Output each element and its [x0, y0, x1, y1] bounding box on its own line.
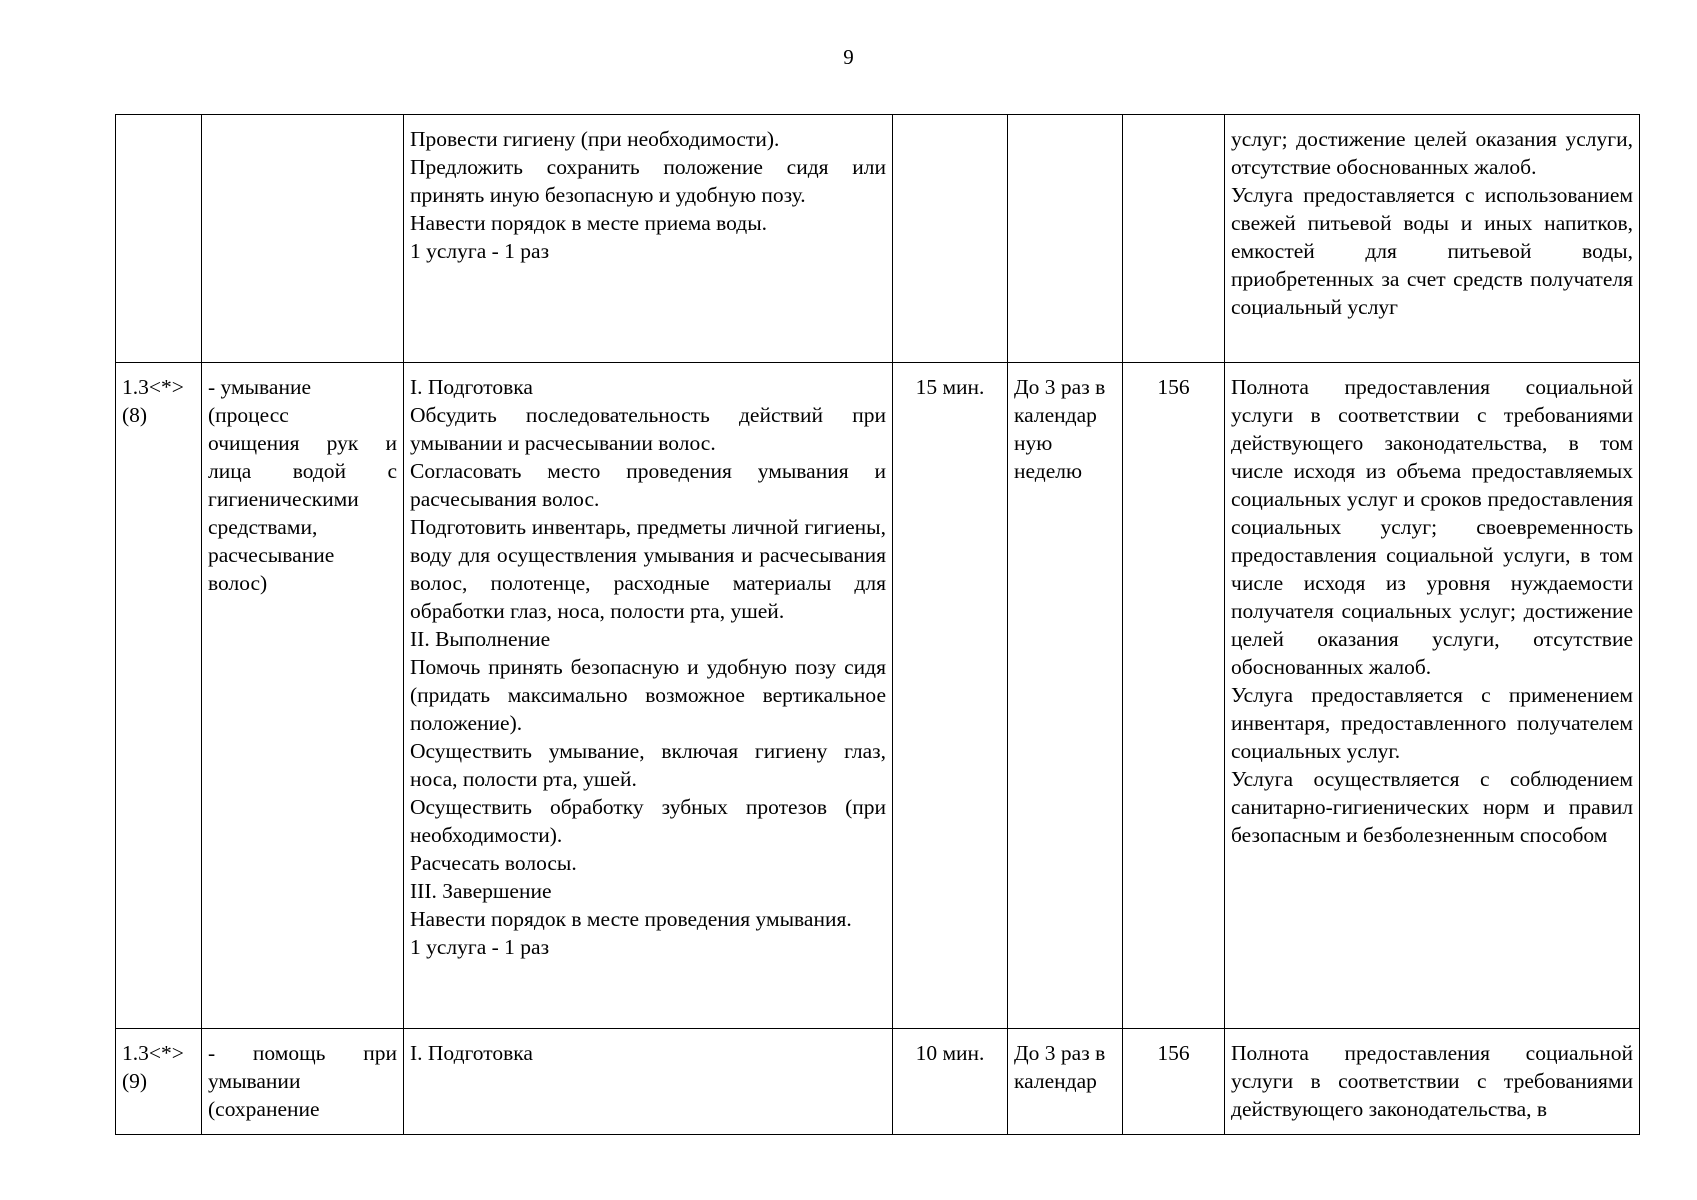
action-text: Навести порядок в месте приема воды.: [410, 211, 768, 235]
frequency-line: календар: [1014, 403, 1097, 427]
action-text: Обсудить последовательность действий при умывании и расчесывании волос.: [410, 403, 886, 455]
service-quality-cell: [1225, 363, 1640, 1029]
quality-text: Полнота предоставления социальной услуги в соответствии с требованиями действующего законодательства, в: [1231, 1041, 1633, 1121]
service-name-cell: [202, 115, 404, 363]
service-number-cell: [116, 115, 202, 363]
action-text: Согласовать место проведения умывания и расчесывания волос.: [410, 459, 886, 511]
service-name-line: гигиеническими: [208, 487, 359, 511]
service-quality-cell: [1225, 1029, 1640, 1135]
service-quality-cell: [1225, 115, 1640, 363]
service-name-line: - помощь при: [208, 1041, 397, 1065]
service-frequency-cell: [1008, 363, 1123, 1029]
action-text: Провести гигиену (при необходимости).: [410, 127, 780, 151]
action-text: I. Подготовка: [410, 1041, 533, 1065]
table-row: [116, 1029, 1640, 1135]
action-text: Предложить сохранить положение сидя или принять иную безопасную и удобную позу.: [410, 155, 886, 207]
service-time-cell: 15 мин.: [893, 363, 1008, 1029]
action-text: Расчесать волосы.: [410, 851, 577, 875]
service-number-cell: 1.3<*> (8): [116, 363, 202, 1029]
service-name-line: средствами,: [208, 515, 318, 539]
frequency-line: календар: [1014, 1069, 1097, 1093]
service-name-line: расчесывание: [208, 543, 335, 567]
quality-text: Услуга осуществляется с соблюдением санитарно-гигиенических норм и правил безопасным и безболезненным способом: [1231, 767, 1633, 847]
frequency-line: неделю: [1014, 459, 1083, 483]
service-frequency-cell: [1008, 115, 1123, 363]
action-text: Подготовить инвентарь, предметы личной гигиены, воду для осуществления умывания и расчесывания волос, полотенце, расходные материалы для обработки глаз, носа, полости рта, ушей.: [410, 515, 886, 623]
frequency-line: До 3 раз в: [1014, 1041, 1106, 1065]
service-name-line: умывании: [208, 1069, 301, 1093]
action-text: Осуществить обработку зубных протезов (при необходимости).: [410, 795, 886, 847]
service-name-cell: [202, 1029, 404, 1135]
service-count-cell: 156: [1123, 363, 1225, 1029]
table-row: [116, 115, 1640, 363]
service-count-cell: [1123, 115, 1225, 363]
action-text: 1 услуга - 1 раз: [410, 935, 550, 959]
quality-text: Услуга предоставляется с использованием свежей питьевой воды и иных напитков, емкостей для питьевой воды, приобретенных за счет средств получателя социальный услуг: [1231, 183, 1633, 319]
services-table: [115, 114, 1640, 1135]
service-actions-cell: [404, 1029, 893, 1135]
service-count-cell: 156: [1123, 1029, 1225, 1135]
service-name-line: (сохранение: [208, 1097, 320, 1121]
service-name-cell: [202, 363, 404, 1029]
quality-text: Услуга предоставляется с применением инвентаря, предоставленного получателем социальных услуг.: [1231, 683, 1633, 763]
action-text: II. Выполнение: [410, 627, 551, 651]
service-name-line: очищения рук и: [208, 431, 397, 455]
service-name-line: волос): [208, 571, 268, 595]
service-name-line: - умывание: [208, 375, 312, 399]
action-text: Навести порядок в месте проведения умывания.: [410, 907, 852, 931]
action-text: Осуществить умывание, включая гигиену глаз, носа, полости рта, ушей.: [410, 739, 886, 791]
service-name-line: лица водой с: [208, 459, 397, 483]
service-actions-cell: [404, 363, 893, 1029]
service-time-cell: [893, 115, 1008, 363]
frequency-line: ную: [1014, 431, 1053, 455]
service-time-cell: 10 мин.: [893, 1029, 1008, 1135]
action-text: 1 услуга - 1 раз: [410, 239, 550, 263]
action-text: III. Завершение: [410, 879, 552, 903]
service-frequency-cell: [1008, 1029, 1123, 1135]
frequency-line: До 3 раз в: [1014, 375, 1106, 399]
action-text: I. Подготовка: [410, 375, 533, 399]
quality-text: услуг; достижение целей оказания услуги, отсутствие обоснованных жалоб.: [1231, 127, 1633, 179]
quality-text: Полнота предоставления социальной услуги в соответствии с требованиями действующего законодательства, в том числе исходя из объема предоставляемых социальных услуг и сроков предоставления социальных услуг; своевременность предоставления социальной услуги, в том числе исходя из уровня нуждаемости получателя социальных услуг; достижение целей оказания услуги, отсутствие обоснованных жалоб.: [1231, 375, 1633, 679]
service-name-line: (процесс: [208, 403, 289, 427]
table-row: [116, 363, 1640, 1029]
service-actions-cell: [404, 115, 893, 363]
page-number: 9: [843, 45, 854, 69]
service-number-cell: 1.3<*> (9): [116, 1029, 202, 1135]
action-text: Помочь принять безопасную и удобную позу сидя (придать максимально возможное вертикальное положение).: [410, 655, 886, 735]
